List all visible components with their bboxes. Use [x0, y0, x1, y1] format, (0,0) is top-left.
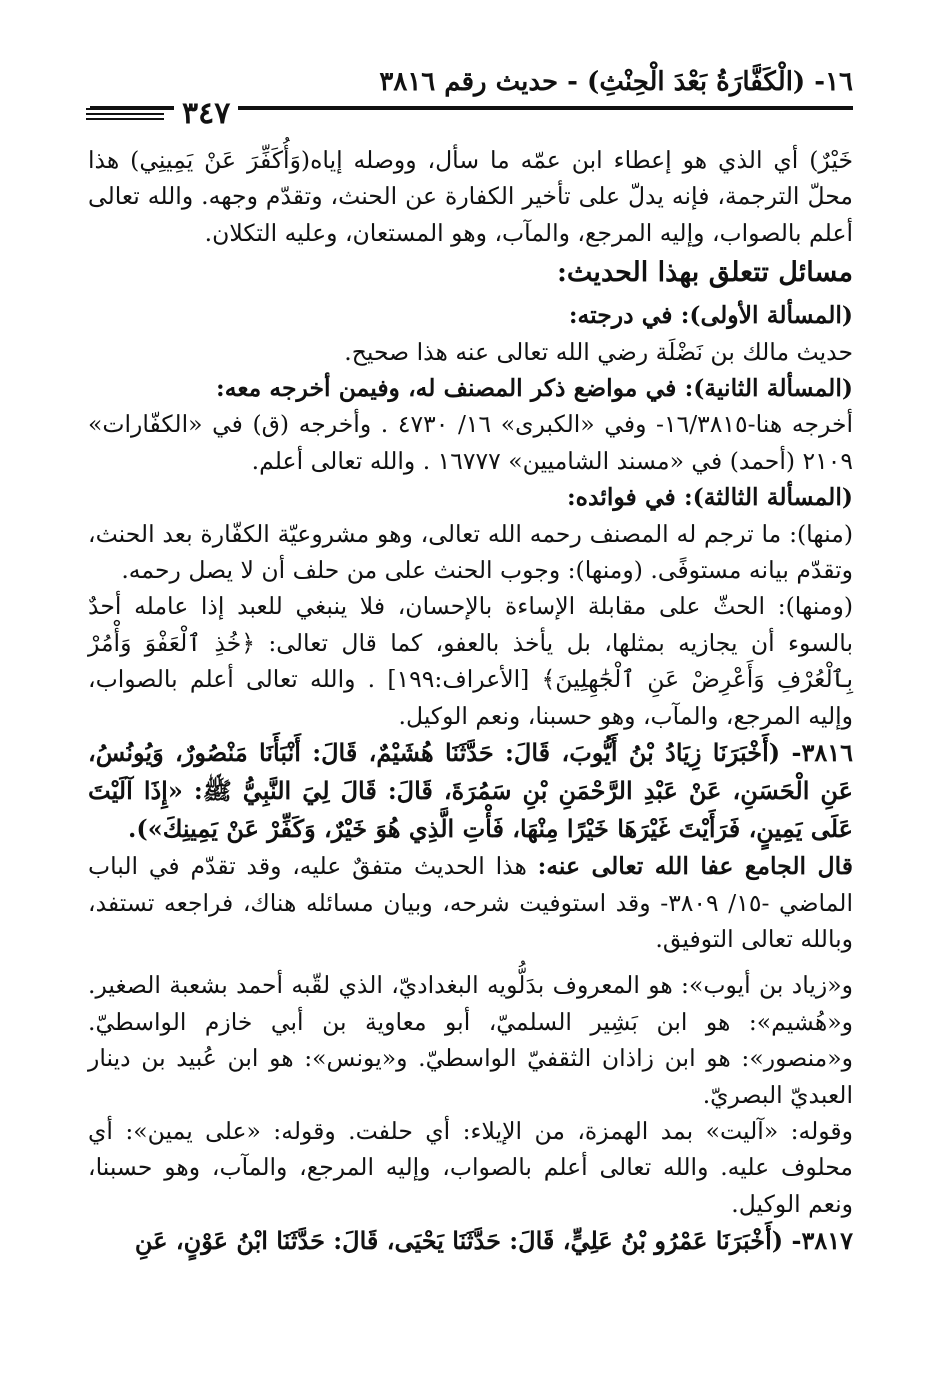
- narrators-paragraph: و«زياد بن أيوب»: هو المعروف بدَلُّويه البغداديّ، الذي لقّبه أحمد بشعبة الصغير. و«هُشيم»: هو ابن بَشِير السلميّ، أبو معاوية بن أبي خازم الواسطيّ. و«منصور»: هو ابن زاذان الثقفيّ الواسطيّ. و«يونس»: هو ابن عُبيد بن دينار العبديّ البصريّ.: [88, 971, 853, 1109]
- issue-2-label: (المسألة الثانية): في مواضع ذكر المصنف له، وفيمن أخرجه معه:: [216, 374, 853, 403]
- paragraph-commentary-end: خَيْرٌ) أي الذي هو إعطاء ابن عمّه ما سأل، ووصله إياه(وَأُكَفِّرَ عَنْ يَمِينِي) هذا محلّ الترجمة، فإنه يدلّ على تأخير الكفارة عن الحنث، وتقدّم وجهه. والله تعالى أعلم بالصواب، وإليه المرجع، والمآب، وهو المستعان، وعليه التكلان.: [88, 146, 853, 247]
- section-heading: مسائل تتعلق بهذا الحديث:: [556, 257, 853, 289]
- issue-3-label: (المسألة الثالثة): في فوائده:: [567, 483, 853, 512]
- jami-label: قال الجامع عفا الله تعالى عنه:: [537, 852, 853, 881]
- jami-paragraph: [88, 848, 853, 957]
- page-number-block: [86, 94, 256, 134]
- issue-1-label: (المسألة الأولى): في درجته:: [568, 301, 853, 330]
- hadith-3816: ٣٨١٦- (أَخْبَرَنَا زِيَادُ بْنُ أَيُّوبَ، قَالَ: حَدَّثَنَا هُشَيْمٌ، قَالَ: أَنْبَأَنَا مَنْصُورٌ، وَيُونُسُ، عَنِ الْحَسَنِ، عَنْ عَبْدِ الرَّحْمَنِ بْنِ سَمُرَةَ، قَالَ: قَالَ لِيَ النَّبِيُّ ﷺ: «إِذَا آلَيْتَ عَلَى يَمِينٍ، فَرَأَيْتَ غَيْرَهَا خَيْرًا مِنْهَا، فَأْتِ الَّذِي هُوَ خَيْرٌ، وَكَفِّرْ عَنْ يَمِينِكَ»).: [88, 738, 854, 844]
- decorative-rules: [86, 108, 164, 120]
- issue-1-text: حديث مالك بن نَضْلَة رضي الله تعالى عنه هذا صحيح.: [344, 337, 853, 366]
- issue-3-text-2: (ومنها): الحثّ على مقابلة الإساءة بالإحسان، فلا ينبغي للعبد إذا عامله أحدٌ بالسوء أن يجازيه بمثلها، بل يأخذ بالعفو، كما قال تعالى: ﴿خُذِ ٱلْعَفْوَ وَأْمُرْ بِٱلْعُرْفِ وَأَعْرِضْ عَنِ ٱلْجَٰهِلِينَ﴾ [الأعراف:١٩٩] . والله تعالى أعلم بالصواب، وإليه المرجع، والمآب، وهو حسبنا، ونعم الوكيل.: [88, 592, 853, 730]
- page-body: [88, 142, 853, 1260]
- page-number: ٣٤٧: [174, 94, 238, 134]
- hadith-3817: ٣٨١٧- (أَخْبَرَنَا عَمْرُو بْنُ عَلِيٍّ، قَالَ: حَدَّثَنَا يَحْيَى، قَالَ: حَدَّثَنَا ابْنُ عَوْنٍ، عَنِ: [134, 1226, 853, 1256]
- issue-3-text-1: (منها): ما ترجم له المصنف رحمه الله تعالى، وهو مشروعيّة الكفّارة بعد الحنث، وتقدّم بيانه مستوفًى. (ومنها): وجوب الحنث على من حلف أن لا يصل رحمه.: [88, 519, 853, 585]
- issue-2-text: أخرجه هنا-١٦/٣٨١٥- وفي «الكبرى» ١٦/ ٤٧٣٠ . وأخرجه (ق) في «الكفّارات» ٢١٠٩ (أحمد) في «مسند الشاميين» ١٦٧٧٧ . والله تعالى أعلم.: [88, 410, 853, 475]
- jami-text: هذا الحديث متفقٌ عليه، وقد تقدّم في الباب الماضي -١٥/ ٣٨٠٩- وقد استوفيت شرحه، وبيان مسائله هناك، فراجعه تستفد، وبالله تعالى التوفيق.: [88, 852, 853, 953]
- header-title: ١٦- (الْكَفَّارَةُ بَعْدَ الْحِنْثِ) - حديث رقم ٣٨١٦: [379, 67, 853, 97]
- explanation-paragraph: وقوله: «آليت» بمد الهمزة، من الإيلاء: أي حلفت. وقوله: «على يمين»: أي محلوف عليه. والله تعالى أعلم بالصواب، وإليه المرجع، والمآب، وهو حسبنا، ونعم الوكيل.: [88, 1116, 853, 1218]
